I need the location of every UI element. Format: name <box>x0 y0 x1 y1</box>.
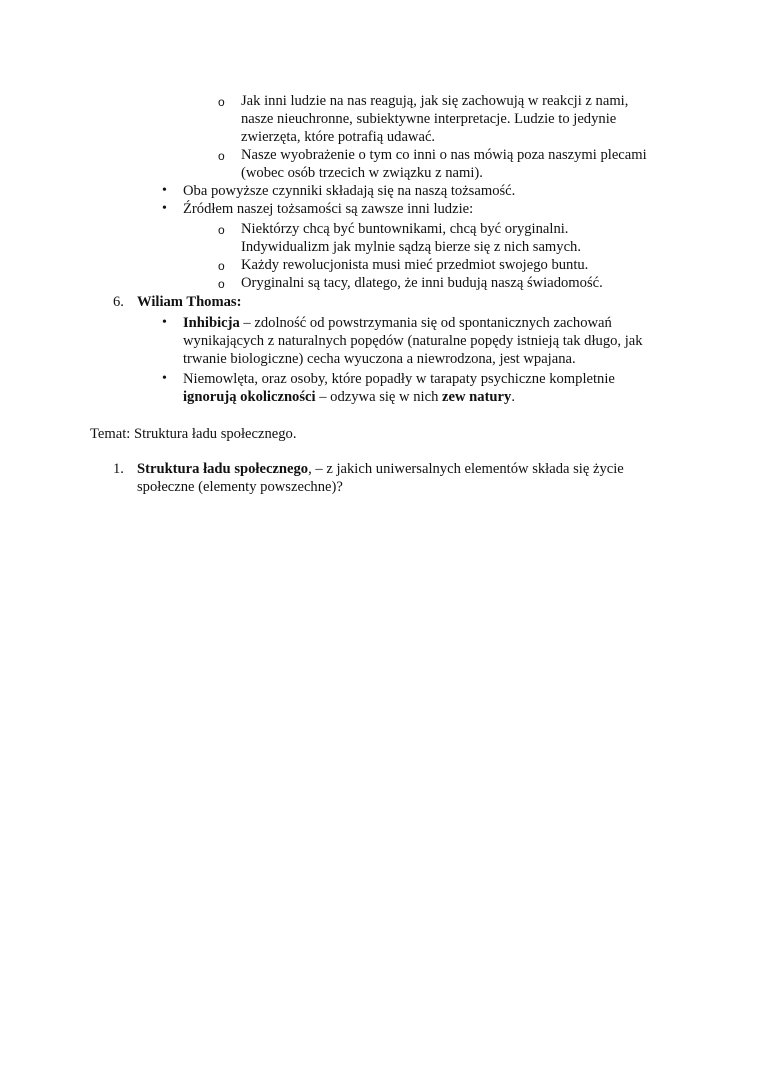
bullet: • <box>162 201 167 216</box>
text-line: zwierzęta, które potrafią udawać. <box>241 129 436 145</box>
sub-bullet: o <box>218 277 225 291</box>
text-line: społeczne (elementy powszechne)? <box>137 479 343 495</box>
sub-bullet: o <box>218 259 225 273</box>
topic-line: Temat: Struktura ładu społecznego. <box>90 426 297 442</box>
text-line: Oba powyższe czynniki składają się na naszą tożsamość. <box>183 183 516 199</box>
text-line: wynikających z naturalnych popędów (naturalne popędy istnieją tak długo, jak <box>183 333 643 349</box>
bullet: • <box>162 183 167 198</box>
section-heading: Wiliam Thomas: <box>137 294 242 310</box>
bullet: • <box>162 371 167 386</box>
text-line: trwanie biologiczne) cecha wyuczona a niewrodzona, jest wpajana. <box>183 351 576 367</box>
text-line: Oryginalni są tacy, dlatego, że inni budują naszą świadomość. <box>241 275 603 291</box>
sub-bullet: o <box>218 223 225 237</box>
text-line: Jak inni ludzie na nas reagują, jak się zachowują w reakcji z nami, <box>241 93 629 109</box>
bullet: • <box>162 315 167 330</box>
text-line: Struktura ładu społecznego, – z jakich uniwersalnych elementów składa się życie <box>137 461 624 477</box>
sub-bullet: o <box>218 95 225 109</box>
list-number: 1. <box>113 461 124 477</box>
text-line: ignorują okoliczności – odzywa się w nich zew natury. <box>183 389 515 405</box>
list-number: 6. <box>113 294 124 310</box>
text-line: Każdy rewolucjonista musi mieć przedmiot swojego buntu. <box>241 257 589 273</box>
text-line: nasze nieuchronne, subiektywne interpretacje. Ludzie to jedynie <box>241 111 617 127</box>
text-line: Nasze wyobrażenie o tym co inni o nas mówią poza naszymi plecami <box>241 147 647 163</box>
text-line: Źródłem naszej tożsamości są zawsze inni ludzie: <box>183 201 474 217</box>
text-line: Niektórzy chcą być buntownikami, chcą być oryginalni. <box>241 221 569 237</box>
text-line: (wobec osób trzecich w związku z nami). <box>241 165 483 181</box>
text-line: Niemowlęta, oraz osoby, które popadły w tarapaty psychiczne kompletnie <box>183 371 615 387</box>
text-line: Indywidualizm jak mylnie sądzą bierze się z nich samych. <box>241 239 581 255</box>
sub-bullet: o <box>218 149 225 163</box>
text-line: Inhibicja – zdolność od powstrzymania się od spontanicznych zachowań <box>183 315 612 331</box>
